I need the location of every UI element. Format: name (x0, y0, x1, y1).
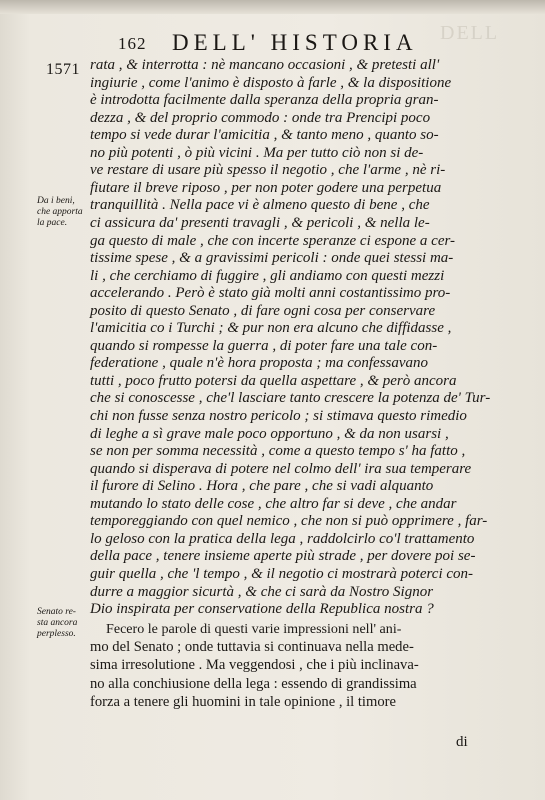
text-line: tempo si vede durar l'amicitia , & tanto meno , quanto so- (90, 127, 439, 144)
text-line: durre a maggior sicurtà , & che ci sarà da Nostro Signor (90, 583, 434, 600)
text-line: il furore di Selino . Hora , che pare , che si vadi alquanto (90, 478, 434, 495)
margin-note-line: sta ancora (37, 618, 78, 628)
text-line: fiutare il breve riposo , per non poter godere una perpetua (90, 179, 442, 196)
text-line: tranquillità . Nella pace vi è almeno questo di bene , che (90, 197, 430, 214)
text-line: della pace , tenere insieme aperte più strade , per dovere poi se- (90, 548, 476, 565)
text-line: posito di questo Senato , di fare ogni cosa per conservare (90, 302, 436, 319)
text-line: li , che cerchiamo di fuggire , gli andiamo con questi mezzi (90, 267, 445, 284)
text-line: guir quella , che 'l tempo , & il negotio ci mostrarà poterci con- (90, 566, 474, 582)
margin-note-line: Senato re- (37, 607, 76, 617)
text-line: accelerando . Però è stato già molti anni costantissimo pro- (90, 285, 451, 302)
text-line: Fecero le parole di questi varie impressioni nell' ani- (106, 620, 402, 637)
margin-note-line: la pace. (37, 218, 68, 228)
margin-note-line: Da i beni, (37, 196, 75, 206)
margin-year: 1571 (46, 61, 80, 78)
text-line: federatione , quale n'è hora proposta ; ma confessavano (90, 355, 429, 372)
catchword: di (456, 734, 468, 750)
text-line: temporeggiando con quel nemico , che non si può opprimere , far- (90, 513, 488, 530)
top-shadow (0, 0, 545, 14)
margin-note-line: che apporta (37, 207, 83, 217)
text-line: di leghe a sì grave male poco opportuno , & da non usarsi , (90, 425, 449, 442)
text-line: l'amicitia co i Turchi ; & pur non era alcuno che diffidasse , (90, 320, 452, 337)
text-line: lo geloso con la pratica della lega , raddolcirlo co'l trattamento (90, 530, 475, 547)
text-line: dezza , & del proprio commodo : onde tra Prencipi poco (90, 109, 431, 126)
text-line: mutando lo stato delle cose , che altro far si deve , che andar (90, 495, 457, 512)
text-line: chi non fusse senza nostro pericolo ; si stimava questo rimedio (90, 408, 467, 424)
text-line: se non per somma necessità , come a questo tempo s' ha fatto , (90, 443, 466, 460)
bleed-through-text: DELL (440, 22, 500, 44)
text-line: rata , & interrotta : nè mancano occasioni , & pretesti all' (90, 57, 440, 73)
text-line: tissime spese , & a gravissimi pericoli : onde quei stessi ma- (90, 250, 454, 267)
text-line: tutti , poco frutto potersi da quella aspettare , & però ancora (90, 372, 457, 389)
text-line: è introdotta facilmente dalla speranza della propria gran- (90, 92, 439, 109)
margin-note-senate (37, 607, 77, 640)
running-title: DELL' HISTORIA (172, 30, 418, 55)
text-line: quando si disperava di potere nel colmo dell' ira sua temperare (90, 460, 472, 477)
text-line: quando si rompesse la guerra , di poter fare una tale con- (90, 337, 438, 354)
margin-note-line: perplesso. (37, 629, 76, 639)
text-line: sima irresolutione . Ma veggendosi , che i più inclinava- (90, 657, 419, 674)
text-line: Dio inspirata per conservatione della Republica nostra ? (90, 601, 434, 618)
text-line: mo del Senato ; onde tuttavia si continuava nella mede- (90, 639, 414, 655)
text-line: che si conoscesse , che'l lasciare tanto crescere la potenza de' Tur- (90, 390, 491, 407)
text-line: ve restare di usare più spesso il negotio , che l'arme , nè ri- (90, 162, 446, 179)
text-line: no alla conchiusione della lega : essendo di grandissima (90, 675, 417, 692)
text-line: ga questo di male , che con incerte speranze ci espone a cer- (90, 232, 456, 249)
text-line: no più potenti , ò più vicini . Ma per tutto ciò non si de- (90, 144, 424, 161)
text-line: ci assicura da' presenti travagli , & pericoli , & nella le- (90, 215, 430, 231)
margin-note-peace (37, 196, 83, 229)
page-number: 162 (118, 34, 147, 53)
text-line: ingiurie , come l'animo è disposto à farle , & la dispositione (90, 74, 452, 91)
text-line: forza a tenere gli huomini in tale opinione , il timore (90, 694, 396, 711)
